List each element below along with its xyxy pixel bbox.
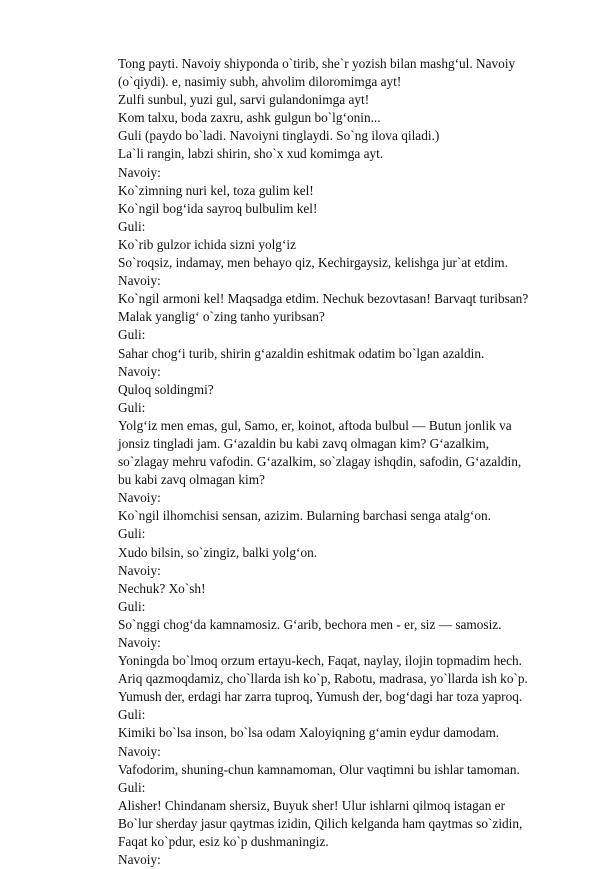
text-line: Yumush der, erdagi har zarra tuproq, Yumush der, bog‘dagi har toza yaproq. xyxy=(118,689,523,705)
text-line: Zulfi sunbul, yuzi gul, sarvi gulandonimga ayt! xyxy=(118,92,370,108)
document-page xyxy=(118,55,568,869)
speaker-label: Navoiy: xyxy=(118,363,161,379)
text-line: Bo`lur sherday jasur qaytmas izidin, Qilich kelganda ham qaytmas so`zidin, xyxy=(118,815,523,831)
text-line: Malak yanglig‘ o`zing tanho yuribsan? xyxy=(118,309,325,325)
text-line: Yoningda bo`lmoq orzum ertayu-kech, Faqat, naylay, ilojin topmadim hech. xyxy=(118,653,522,669)
speaker-label: Guli: xyxy=(118,526,146,542)
speaker-label: Navoiy: xyxy=(118,164,161,180)
text-line: Yolg‘iz men emas, gul, Samo, er, koinot, aftoda bulbul — Butun jonlik va xyxy=(118,417,512,433)
text-line: Vafodorim, shuning-chun kamnamoman, Olur vaqtimni bu ishlar tamoman. xyxy=(118,761,520,777)
text-line: Ariq qazmoqdamiz, cho`llarda ish ko`p, Rabotu, madrasa, yo`llarda ish ko`p. xyxy=(118,671,528,687)
speaker-label: Navoiy: xyxy=(118,635,161,650)
speaker-label: Navoiy: xyxy=(118,743,161,759)
text-line: Ko`zimning nuri kel, toza gulim kel! xyxy=(118,182,314,198)
speaker-label: Guli: xyxy=(118,399,146,415)
speaker-label: Guli: xyxy=(118,218,146,234)
speaker-label: Guli: xyxy=(118,779,146,795)
text-line: Xudo bilsin, so`zingiz, balki yolg‘on. xyxy=(118,544,318,560)
text-line: Kom talxu, boda zaxru, ashk gulgun bo`lg‘onin... xyxy=(118,110,381,126)
text-line: bu kabi zavq olmagan kim? xyxy=(118,472,265,488)
text-line: (o`qiydi). e, nasimiy subh, ahvolim diloromimga ayt! xyxy=(118,74,402,90)
text-line: Faqat ko`pdur, esiz ko`p dushmaningiz. xyxy=(118,834,329,850)
text-line: Kimiki bo`lsa inson, bo`lsa odam Xaloyiqning g‘amin eydur damodam. xyxy=(118,725,500,741)
text-line: La`li rangin, labzi shirin, sho`x xud komimga ayt. xyxy=(118,146,384,162)
speaker-label: Navoiy: xyxy=(118,273,161,289)
text-line: Tong payti. Navoiy shiyponda o`tirib, she`r yozish bilan mashg‘ul. Navoiy xyxy=(118,56,516,71)
text-line: Ko`ngil ilhomchisi sensan, azizim. Bularning barchasi senga atalg‘on. xyxy=(118,508,491,524)
text-line: so`zlagay mehru vafodin. G‘azalkim, so`zlagay ishqdin, safodin, G‘azaldin, xyxy=(118,454,522,470)
text-line: Ko`rib gulzor ichida sizni yolg‘iz xyxy=(118,236,296,252)
speaker-label: Guli: xyxy=(118,707,146,723)
speaker-label: Navoiy: xyxy=(118,490,161,506)
text-line: So`roqsiz, indamay, men behayo qiz, Kechirgaysiz, kelishga jur`at etdim. xyxy=(118,255,508,271)
text-line: Alisher! Chindanam shersiz, Buyuk sher! Ulur ishlarni qilmoq istagan er xyxy=(118,797,506,813)
text-line: Ko`ngil armoni kel! Maqsadga etdim. Nechuk bezovtasan! Barvaqt turibsan? xyxy=(118,291,529,307)
text-line: So`nggi chog‘da kamnamosiz. G‘arib, bechora men - er, siz — samosiz. xyxy=(118,616,502,632)
text-line: Quloq soldingmi? xyxy=(118,381,214,397)
text-line: Nechuk? Xo`sh! xyxy=(118,580,206,596)
speaker-label: Guli: xyxy=(118,598,146,614)
speaker-label: Navoiy: xyxy=(118,562,161,578)
text-line: Guli (paydo bo`ladi. Navoiyni tinglaydi. So`ng ilova qiladi.) xyxy=(118,128,440,144)
speaker-label: Navoiy: xyxy=(118,852,161,868)
speaker-label: Guli: xyxy=(118,327,146,343)
text-line: Sahar chog‘i turib, shirin g‘azaldin eshitmak odatim bo`lgan azaldin. xyxy=(118,345,485,361)
text-line: jonsiz tingladi jam. G‘azaldin bu kabi zavq olmagan kim? G‘azalkim, xyxy=(118,435,490,451)
text-line: Ko`ngil bog‘ida sayroq bulbulim kel! xyxy=(118,200,318,216)
